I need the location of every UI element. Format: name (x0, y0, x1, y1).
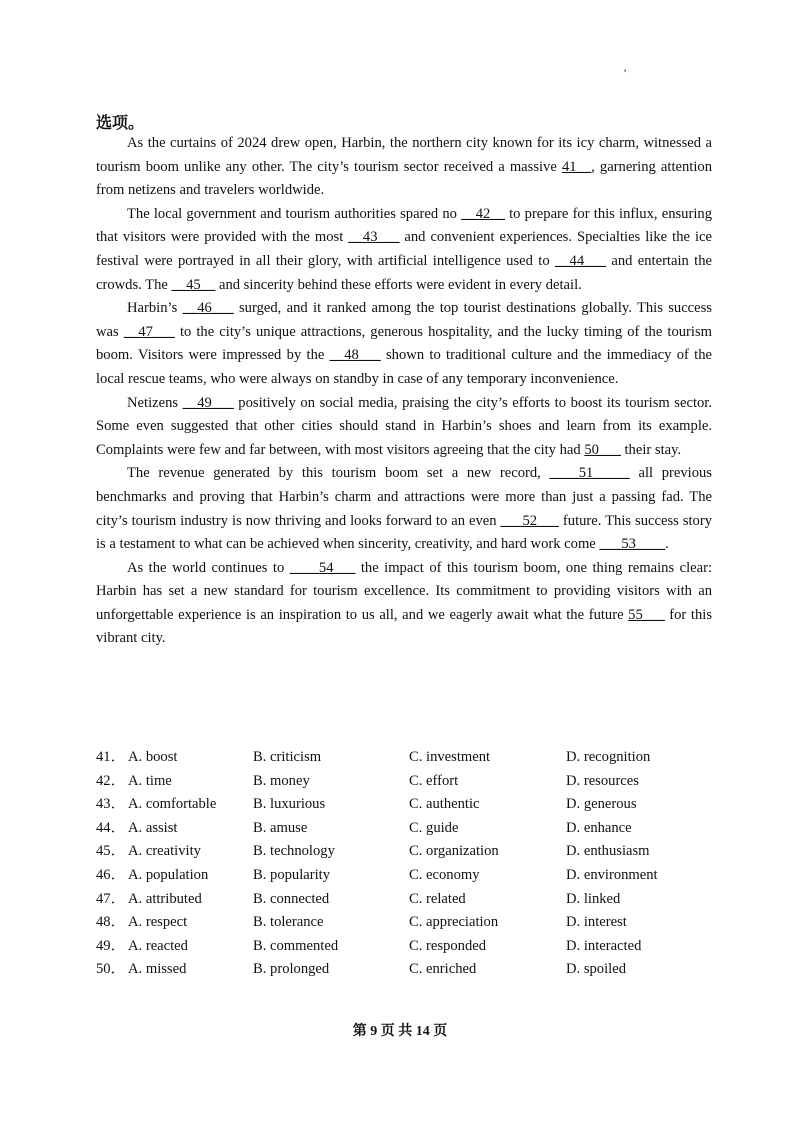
text: shown to traditional culture and the immediacy of the local rescue teams, who were always on standby in case of any temporary inconvenience. (96, 347, 712, 387)
option-b[interactable]: B. criticism (253, 749, 322, 765)
text: surged, and it ranked among the top tourist destinations globally. This success was (96, 300, 712, 340)
blank-42[interactable]: __42__ (461, 205, 505, 222)
option-row-50 (96, 958, 716, 982)
question-number: 46． (96, 866, 126, 883)
option-a[interactable]: A. time (128, 772, 172, 789)
option-a[interactable]: A. respect (128, 914, 188, 931)
option-b[interactable]: B. tolerance (253, 914, 324, 931)
paragraph-2 (96, 203, 712, 297)
option-a[interactable]: A. attributed (128, 890, 202, 907)
option-d[interactable]: D. resources (566, 772, 639, 789)
option-a[interactable]: A. assist (128, 819, 178, 836)
blank-48[interactable]: __48___ (329, 347, 381, 364)
option-d[interactable]: D. enthusiasm (566, 843, 650, 860)
blank-54[interactable]: ____54___ (289, 559, 356, 576)
option-a[interactable]: A. creativity (128, 843, 201, 860)
option-row-47 (96, 888, 716, 912)
question-number: 47． (96, 890, 126, 907)
text: As the world continues to (127, 559, 290, 576)
blank-41[interactable]: 41__ (561, 158, 592, 175)
option-c[interactable]: C. guide (409, 819, 459, 836)
option-row-45 (96, 840, 716, 864)
option-a[interactable]: A. comfortable (128, 796, 217, 813)
option-a[interactable]: A. reacted (128, 937, 188, 954)
option-d[interactable]: D. enhance (566, 819, 632, 836)
option-a[interactable]: A. missed (128, 961, 187, 978)
question-number: 42． (96, 772, 126, 789)
option-a[interactable]: A. population (128, 866, 209, 883)
option-d[interactable]: D. recognition (566, 749, 651, 765)
option-row-42 (96, 770, 716, 794)
option-b[interactable]: B. technology (253, 843, 335, 860)
page-footer: 第 9 页 共 14 页 (352, 1024, 448, 1039)
text: and convenient experiences. Specialties like the ice festival were portrayed in all their glory, with artificial intelligence used to (96, 229, 712, 269)
text: positively on social media, praising the city’s efforts to boost its tourism sector. Some even suggested that other cities should stand in Harbin’s shoes and learn from its example. Complaints were few and far between, with most visitors agreeing that the city had (96, 394, 712, 458)
option-b[interactable]: B. money (253, 772, 310, 789)
option-b[interactable]: B. popularity (253, 866, 331, 883)
blank-44[interactable]: __44___ (554, 252, 607, 269)
text: As the curtains of 2024 drew open, Harbin, the northern city known for its icy charm, witnessed a tourism boom unlike any other. The city’s tourism sector received a massive (96, 135, 712, 175)
blank-43[interactable]: __43___ (348, 229, 400, 246)
option-a[interactable]: A. boost (128, 749, 178, 765)
blank-49[interactable]: __49___ (182, 394, 234, 411)
paragraph-6 (96, 557, 712, 651)
option-row-41 (96, 746, 716, 770)
paragraph-4 (96, 392, 712, 463)
option-d[interactable]: D. generous (566, 796, 637, 813)
option-b[interactable]: B. amuse (253, 819, 308, 836)
question-number: 45． (96, 843, 126, 860)
option-c[interactable]: C. organization (409, 843, 499, 860)
option-b[interactable]: B. luxurious (253, 796, 326, 813)
blank-52[interactable]: ___52___ (500, 512, 559, 529)
option-c[interactable]: C. investment (409, 749, 491, 765)
option-b[interactable]: B. commented (253, 937, 339, 954)
text: . (665, 536, 669, 553)
text: to the city’s unique attractions, generous hospitality, and the lucky timing of the tourism boom. Visitors were impressed by the (96, 323, 712, 364)
cloze-passage (96, 132, 712, 651)
blank-46[interactable]: __46___ (182, 300, 234, 317)
section-heading: 选项。 (96, 115, 145, 132)
option-c[interactable]: C. economy (409, 866, 480, 883)
text: and entertain the crowds. The (96, 252, 712, 293)
question-number: 43． (96, 796, 126, 813)
options-list (96, 746, 716, 982)
option-d[interactable]: D. interest (566, 914, 627, 931)
text: to prepare for this influx, ensuring that visitors were provided with the most (96, 205, 712, 246)
text: and sincerity behind these efforts were evident in every detail. (215, 276, 582, 293)
paragraph-1 (96, 132, 712, 203)
option-row-43 (96, 793, 716, 817)
option-d[interactable]: D. environment (566, 866, 658, 883)
option-row-49 (96, 935, 716, 959)
question-number: 49． (96, 937, 126, 954)
text: all previous benchmarks and proving that Harbin’s charm and attractions were more than just a passing fad. The city’s tourism industry is now thriving and looks forward to an even (96, 465, 712, 529)
option-row-48 (96, 911, 716, 935)
option-row-44 (96, 817, 716, 841)
paragraph-3 (96, 297, 712, 391)
blank-45[interactable]: __45__ (171, 276, 216, 293)
text: The local government and tourism authorities spared no (127, 205, 462, 222)
blank-47[interactable]: __47___ (123, 323, 175, 340)
option-b[interactable]: B. connected (253, 890, 330, 907)
text: their stay. (620, 441, 682, 458)
option-c[interactable]: C. appreciation (409, 914, 499, 931)
option-c[interactable]: C. enriched (409, 961, 477, 978)
text: Harbin’s (127, 300, 183, 317)
blank-51[interactable]: ____51_____ (549, 465, 630, 482)
stray-mark: ' (624, 66, 627, 80)
paragraph-5 (96, 462, 712, 556)
option-d[interactable]: D. linked (566, 890, 621, 907)
question-number: 41． (96, 749, 126, 765)
text: The revenue generated by this tourism boom set a new record, (127, 465, 550, 482)
option-c[interactable]: C. authentic (409, 796, 480, 813)
question-number: 48． (96, 914, 126, 931)
option-c[interactable]: C. responded (409, 937, 487, 954)
option-row-46 (96, 864, 716, 888)
text: future. This success story is a testament to what can be achieved when sincerity, creativity, and hard work come (96, 512, 713, 553)
blank-55[interactable]: 55___ (628, 606, 665, 623)
blank-53[interactable]: ___53____ (599, 536, 666, 553)
option-d[interactable]: D. interacted (566, 937, 642, 954)
option-b[interactable]: B. prolonged (253, 961, 330, 978)
option-c[interactable]: C. related (409, 890, 466, 907)
question-number: 50． (96, 961, 126, 978)
option-c[interactable]: C. effort (409, 772, 459, 789)
text: for this vibrant city. (96, 606, 712, 647)
question-number: 44． (96, 819, 126, 836)
blank-50[interactable]: 50___ (584, 441, 621, 458)
text: Netizens (127, 394, 183, 411)
text: the impact of this tourism boom, one thing remains clear: Harbin has set a new standard for tourism excellence. Its commitment to providing visitors with an unforgettable experience is an inspiration to us all, and we eagerly await what the future (96, 559, 712, 623)
option-d[interactable]: D. spoiled (566, 961, 626, 978)
text: , garnering attention from netizens and travelers worldwide. (96, 158, 712, 199)
